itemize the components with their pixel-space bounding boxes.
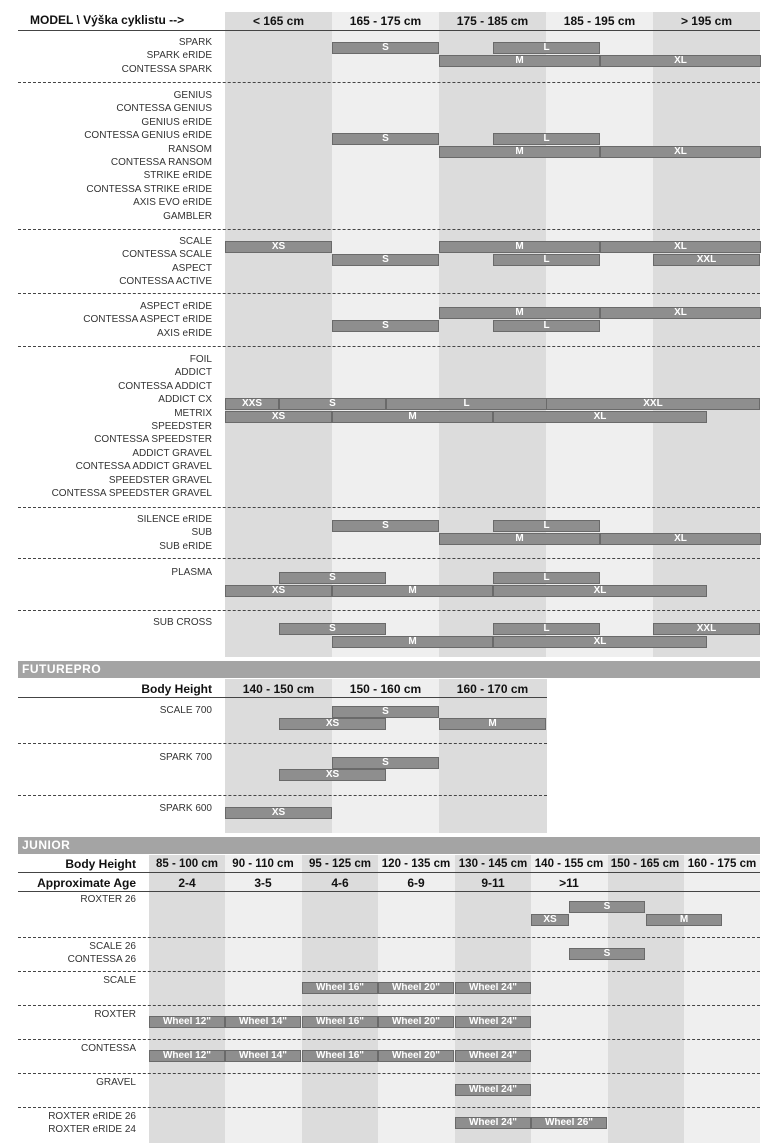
size-bar-m: M [439,533,600,545]
size-bar-l: L [493,623,600,635]
model-name: GENIUS [173,90,212,101]
model-name: SUB CROSS [153,617,212,628]
model-name: GRAVEL [96,1077,136,1088]
model-name: CONTESSA 26 [67,954,136,966]
junior-height-column-2: 90 - 110 cm [232,858,294,870]
model-name: SCALE 26 [89,941,136,952]
size-bar-xl: XL [600,307,761,319]
model-name: SPEEDSTER GRAVEL [108,474,212,486]
group-separator [18,1005,760,1006]
model-name: GAMBLER [163,210,212,222]
size-bar-xs: XS [225,241,332,253]
group-separator [18,937,760,938]
junior-band-7 [608,855,684,1143]
size-bar-wheel-24: Wheel 24" [455,1117,531,1129]
model-name: ROXTER eRIDE 26 [48,1111,136,1122]
size-bar-s: S [569,948,645,960]
model-name: CONTESSA SCALE [121,249,212,261]
model-name: SUB eRIDE [159,540,212,552]
junior-age-cell-6: >11 [559,876,579,890]
size-bar-s: S [332,320,439,332]
height-column-5: > 195 cm [680,14,733,28]
junior-age-cell-2: 3-5 [254,876,272,890]
junior-age-cell-5: 9-11 [481,876,505,890]
junior-age-cell-1: 2-4 [178,876,196,890]
model-name: ADDICT CX [158,394,212,406]
group-separator [18,610,760,611]
group-separator [18,1073,760,1074]
model-name: ADDICT [174,367,212,379]
model-name: CONTESSA RANSOM [110,157,212,169]
futurepro-height-column-3: 160 - 170 cm [456,682,529,696]
group-separator [18,346,760,347]
size-bar-xl: XL [600,533,761,545]
size-bar-xl: XL [493,585,707,597]
size-bar-l: L [493,42,600,54]
group-separator [18,971,760,972]
height-column-4: 185 - 195 cm [563,14,636,28]
futurepro-height-column-2: 150 - 160 cm [349,682,422,696]
size-bar-xs: XS [225,585,332,597]
model-name: RANSOM [168,143,212,155]
size-bar-xxl: XXL [653,623,760,635]
size-bar-wheel-24: Wheel 24" [455,1084,531,1096]
group-separator [18,507,760,508]
size-bar-l: L [493,254,600,266]
size-bar-xl: XL [600,55,761,67]
junior-height-column-7: 150 - 165 cm [610,858,680,870]
junior-band-4 [378,855,455,1143]
group-separator [18,1107,760,1108]
size-bar-s: S [332,254,439,266]
size-bar-wheel-24: Wheel 24" [455,1016,531,1028]
junior-height-column-4: 120 - 135 cm [381,858,451,870]
group-separator [18,293,760,294]
model-name: SILENCE eRIDE [136,514,212,525]
adult-header-rule [18,30,760,31]
size-bar-s: S [332,133,439,145]
model-name: CONTESSA SPEEDSTER GRAVEL [51,488,212,500]
size-bar-wheel-16: Wheel 16" [302,982,378,994]
model-name: AXIS eRIDE [156,327,212,339]
model-name: PLASMA [171,567,212,578]
junior-height-column-6: 140 - 155 cm [534,858,604,870]
futurepro-header-rule [18,697,547,698]
model-name: CONTESSA STRIKE eRIDE [86,183,212,195]
size-bar-xxs: XXS [225,398,279,410]
model-header-title: MODEL \ Výška cyklistu --> [30,13,185,27]
junior-body-height-label: Body Height [65,857,136,871]
model-name: CONTESSA [80,1043,136,1054]
adult-band-4 [546,12,653,657]
size-bar-l: L [493,133,600,145]
size-bar-l: L [493,320,600,332]
size-bar-xxl: XXL [653,254,760,266]
size-bar-wheel-20: Wheel 20" [378,1016,454,1028]
junior-model-list [81,1042,136,1055]
size-bar-s: S [332,520,439,532]
model-name: METRIX [174,407,212,419]
size-bar-xxl: XXL [546,398,760,410]
junior-height-column-8: 160 - 175 cm [687,858,757,870]
size-bar-m: M [439,307,600,319]
size-bar-s: S [332,757,439,769]
model-name: CONTESSA ADDICT GRAVEL [75,461,212,473]
junior-height-column-3: 95 - 125 cm [308,858,371,870]
adult-model-list [119,235,212,289]
futurepro-band-3 [439,679,547,833]
model-name: STRIKE eRIDE [143,170,212,182]
model-name: GENIUS eRIDE [141,116,212,128]
model-name: ADDICT GRAVEL [132,447,212,459]
size-bar-xs: XS [225,807,332,819]
futurepro-model-list [159,802,212,815]
size-bar-wheel-24: Wheel 24" [455,1050,531,1062]
model-name: SPARK [178,37,212,48]
junior-age-cell-3: 4-6 [331,876,349,890]
size-bar-xs: XS [279,769,386,781]
junior-model-list [80,893,136,906]
size-bar-xs: XS [279,718,386,730]
size-bar-wheel-16: Wheel 16" [302,1050,378,1062]
model-name: ASPECT eRIDE [139,301,212,312]
futurepro-body-height-label: Body Height [141,682,212,696]
model-name: CONTESSA ASPECT eRIDE [83,314,212,326]
junior-band-3 [302,855,378,1143]
size-bar-s: S [332,706,439,718]
adult-model-list [83,300,212,340]
junior-section-bar: JUNIOR [18,837,760,854]
height-column-1: < 165 cm [252,14,305,28]
futurepro-model-list [159,751,212,764]
futurepro-section-bar: FUTUREPRO [18,661,760,678]
model-name: ROXTER eRIDE 24 [48,1124,136,1136]
size-bar-xs: XS [531,914,569,926]
size-bar-s: S [279,572,386,584]
adult-model-list [137,513,212,553]
adult-model-list [171,566,212,579]
junior-height-column-1: 85 - 100 cm [155,858,218,870]
junior-model-list [103,974,136,987]
junior-model-list [96,1076,136,1089]
model-name: SCALE [179,236,212,247]
model-name: AXIS EVO eRIDE [133,197,212,209]
model-name: ROXTER [94,1009,136,1020]
size-bar-xl: XL [600,146,761,158]
group-separator [18,82,760,83]
junior-model-list [48,1110,136,1137]
adult-band-1 [225,12,332,657]
model-name: ROXTER 26 [80,894,136,905]
junior-band-1 [149,855,225,1143]
model-name: SPARK 700 [159,752,212,763]
size-bar-wheel-24: Wheel 24" [455,982,531,994]
size-bar-m: M [332,636,493,648]
group-separator [18,795,547,796]
model-name: CONTESSA ACTIVE [119,276,212,288]
junior-age-label: Approximate Age [37,876,136,890]
size-bar-m: M [439,718,546,730]
junior-band-5 [455,855,531,1143]
adult-model-list [153,616,212,629]
size-bar-m: M [332,411,493,423]
size-bar-wheel-12: Wheel 12" [149,1050,225,1062]
adult-model-list [122,36,212,76]
group-separator [18,743,547,744]
height-column-2: 165 - 175 cm [349,14,422,28]
model-name: CONTESSA GENIUS [116,103,212,115]
futurepro-band-2 [332,679,439,833]
model-name: SCALE 700 [159,705,212,716]
size-bar-xs: XS [225,411,332,423]
size-bar-xl: XL [600,241,761,253]
junior-band-8 [684,855,760,1143]
size-bar-m: M [646,914,722,926]
junior-height-column-5: 130 - 145 cm [458,858,528,870]
size-bar-m: M [332,585,493,597]
model-name: CONTESSA GENIUS eRIDE [84,130,212,142]
size-bar-m: M [439,241,600,253]
model-name: SPARK eRIDE [146,50,212,62]
junior-band-6 [531,855,608,1143]
futurepro-height-column-1: 140 - 150 cm [242,682,315,696]
size-bar-l: L [493,572,600,584]
size-bar-s: S [279,398,386,410]
futurepro-model-list [160,704,212,717]
adult-model-list [52,353,212,500]
model-name: CONTESSA SPARK [121,63,212,75]
size-bar-l: L [493,520,600,532]
size-bar-wheel-20: Wheel 20" [378,1050,454,1062]
size-bar-wheel-14: Wheel 14" [225,1050,301,1062]
size-bar-wheel-20: Wheel 20" [378,982,454,994]
adult-model-list [84,89,212,223]
height-column-3: 175 - 185 cm [456,14,529,28]
model-name: ASPECT [171,262,212,274]
size-bar-s: S [279,623,386,635]
model-name: CONTESSA ADDICT [118,380,212,392]
group-separator [18,558,760,559]
size-bar-l: L [386,398,547,410]
size-bar-wheel-14: Wheel 14" [225,1016,301,1028]
size-bar-s: S [332,42,439,54]
size-bar-xl: XL [493,636,707,648]
junior-model-list [68,940,136,967]
junior-band-2 [225,855,302,1143]
size-bar-wheel-12: Wheel 12" [149,1016,225,1028]
size-bar-m: M [439,55,600,67]
junior-age-cell-4: 6-9 [407,876,425,890]
model-name: FOIL [189,354,212,365]
model-name: SUB [191,527,212,539]
junior-model-list [94,1008,136,1021]
model-name: CONTESSA SPEEDSTER [94,434,212,446]
size-bar-m: M [439,146,600,158]
size-bar-xl: XL [493,411,707,423]
size-bar-s: S [569,901,645,913]
size-bar-wheel-16: Wheel 16" [302,1016,378,1028]
group-separator [18,1039,760,1040]
model-name: SCALE [103,975,136,986]
model-name: SPEEDSTER [151,421,212,433]
adult-band-2 [332,12,439,657]
group-separator [18,229,760,230]
adult-band-5 [653,12,760,657]
model-name: SPARK 600 [159,803,212,814]
size-bar-wheel-26: Wheel 26" [531,1117,607,1129]
adult-band-3 [439,12,546,657]
